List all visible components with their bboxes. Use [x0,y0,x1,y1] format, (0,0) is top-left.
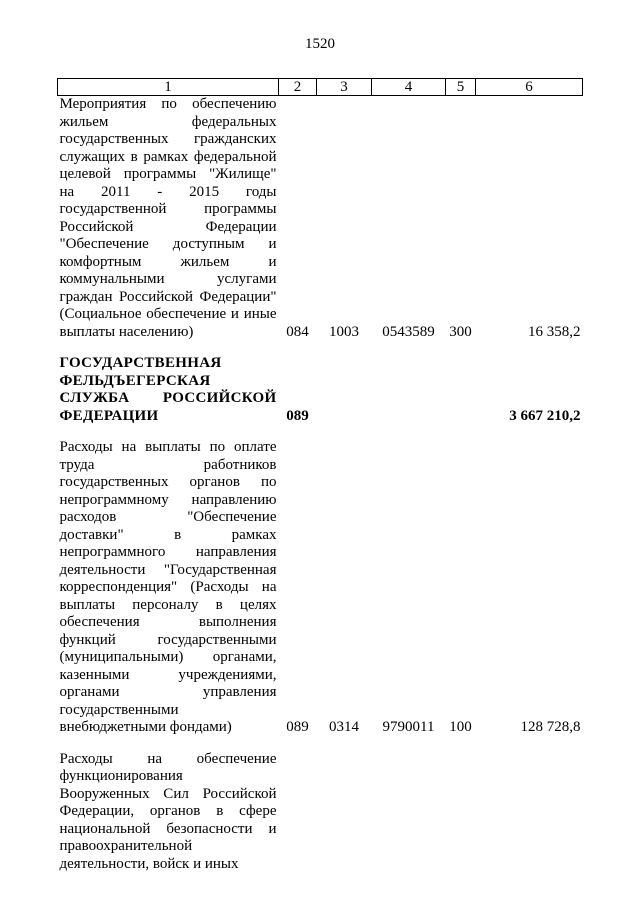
page-number: 1520 [305,36,335,52]
column-number-header-row [58,79,583,96]
row-ministry-code: 089 [286,407,309,424]
row-expense-type [446,355,476,425]
row-ministry-code: 089 [286,719,309,735]
row-target-code: 9790011 [382,719,435,735]
row-name: ГОСУДАРСТВЕННАЯ ФЕЛЬДЪЕГЕРСКАЯ СЛУЖБА РОССИЙСКОЙ ФЕДЕРАЦИИ [59,355,277,424]
budget-table [57,78,583,873]
table-row-agency-total [58,355,583,425]
column-header-target: 4 [372,79,446,96]
row-amount [476,751,583,874]
row-amount: 128 728,8 [520,719,581,735]
row-target-code [372,751,446,874]
table-row [58,751,583,874]
row-name: Расходы на выплаты по оплате труда работников государственных органов по непрограммному направлению расходов "Обеспечение доставки" в рамках непрограммного направления деятельности "Государственная корреспонденция" (Расходы на выплаты персоналу в целях обеспечения выполнения функций государственными (муниципальными) органами, казенными учреждениями, органами управления государственными внебюджетными фондами) [59,439,277,735]
row-expense-type: 100 [449,719,472,735]
row-amount: 16 358,2 [528,323,581,340]
row-ministry-code: 084 [286,323,309,340]
row-expense-type: 300 [449,323,472,340]
column-header-ministry: 2 [279,79,317,96]
table-row [58,96,583,342]
table-row [58,439,583,737]
row-amount: 3 667 210,2 [509,407,581,424]
row-ministry-code [279,751,317,874]
row-expense-type [446,751,476,874]
row-target-code [372,355,446,425]
column-header-amount: 6 [476,79,583,96]
row-section-code [317,355,372,425]
row-section-code [317,751,372,874]
column-header-name: 1 [58,79,279,96]
row-section-code: 1003 [329,323,359,340]
row-name: Мероприятия по обеспечению жильем федеральных государственных гражданских служащих в рамках федеральной целевой программы "Жилище" на 2011 - 2015 годы государственной программы Российской Федерации "Обеспечение доступным и комфортным жильем и коммунальными услугами граждан Российской Федерации" (Социальное обеспечение и иные выплаты населению) [59,96,277,340]
row-name: Расходы на обеспечение функционирования Вооруженных Сил Российской Федерации, органов в сфере национальной безопасности и правоохранительной деятельности, войск и иных [59,750,277,872]
column-header-expense: 5 [446,79,476,96]
row-target-code: 0543589 [382,323,435,340]
row-section-code: 0314 [329,719,359,735]
column-header-section: 3 [317,79,372,96]
